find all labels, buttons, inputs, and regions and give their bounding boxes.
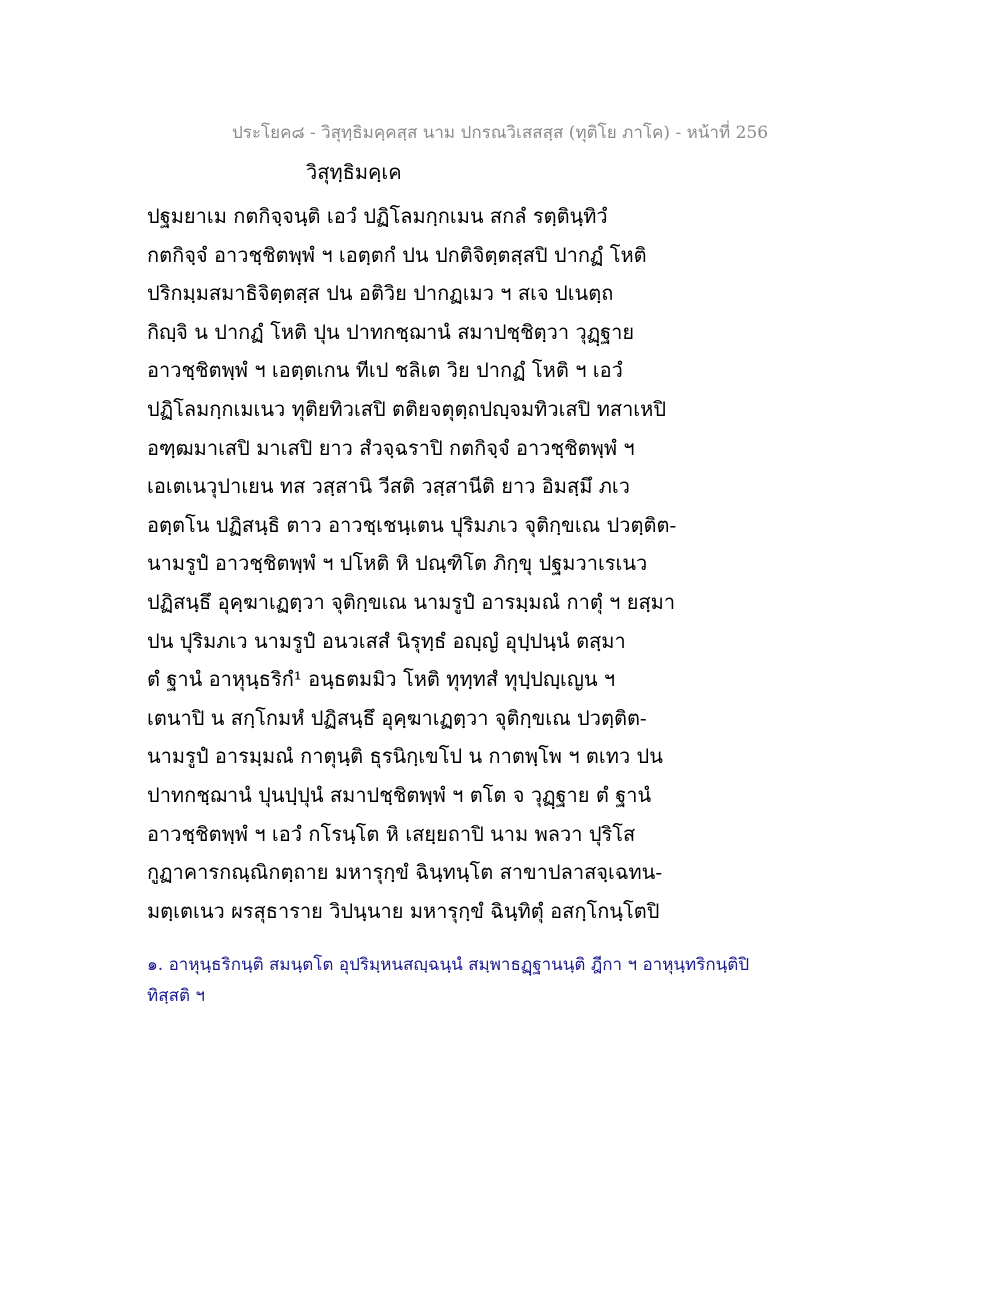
body-line: ตํ ฐานํ อาหุนฺธริกํ¹ อนฺธตมมิว โหติ ทุทฺทสํ ทุปฺปญฺเญน ฯ	[147, 667, 616, 692]
body-line: ปาทกชฺฌานํ ปุนปฺปุนํ สมาปชฺชิตพฺพํ ฯ ตโต จ วุฏฺฐาย ตํ ฐานํ	[147, 782, 652, 807]
body-line: อาวชฺชิตพฺพํ ฯ เอตฺตเกน ทีเป ชลิเต วิย ปากฏํ โหติ ฯ เอวํ	[147, 358, 623, 383]
body-line: เอเตเนวุปาเยน ทส วสฺสานิ วีสติ วสฺสานีติ ยาว อิมสฺมึ ภเว	[147, 474, 630, 499]
body-line: ปฏิโลมกฺกเมเนว ทุติยทิวเสปิ ตติยจตุตฺถปญฺจมทิวเสปิ ทสาเหปิ	[147, 396, 667, 421]
body-line: กิญฺจิ น ปากฏํ โหติ ปุน ปาทกชฺฌานํ สมาปชฺชิตฺวา วุฏฺฐาย	[147, 319, 635, 344]
footnote-line: ทิสฺสติ ฯ	[147, 986, 205, 1006]
body-line: ปฏิสนฺธึ อุคฺฆาเฏตฺวา จุติกฺขเณ นามรูปํ อารมฺมณํ กาตุํ ฯ ยสฺมา	[147, 589, 676, 614]
body-line: เตนาปิ น สกฺโกมหํ ปฏิสนฺธึ อุคฺฆาเฏตฺวา จุติกฺขเณ ปวตฺติต-	[147, 705, 647, 730]
body-line: ปน ปุริมภเว นามรูปํ อนวเสสํ นิรุทฺธํ อญฺญํ อุปฺปนฺนํ ตสฺมา	[147, 628, 626, 653]
running-header: ประโยค๘ - วิสุทฺธิมคฺคสฺส นาม ปกรณวิเสสสฺส (ทุติโย ภาโค) - หน้าที่ 256	[231, 123, 769, 143]
body-text	[147, 197, 867, 930]
body-line: กตกิจฺจํ อาวชฺชิตพฺพํ ฯ เอตฺตกํ ปน ปกติจิตฺตสฺสปิ ปากฏํ โหติ	[147, 242, 647, 267]
body-line: นามรูปํ อารมฺมณํ กาตุนฺติ ธุรนิกฺเขโป น กาตพฺโพ ฯ ตเทว ปน	[147, 744, 663, 769]
body-line: ปริกมฺมสมาธิจิตฺตสฺส ปน อติวิย ปากฏเมว ฯ สเจ ปเนตฺถ	[147, 281, 614, 306]
body-line: อาวชฺชิตพฺพํ ฯ เอวํ กโรนฺโต หิ เสยฺยถาปิ นาม พลวา ปุริโส	[147, 821, 636, 846]
body-line: อฑฺฒมาเสปิ มาเสปิ ยาว สํวจฺฉราปิ กตกิจฺจํ อาวชฺชิตพฺพํ ฯ	[147, 435, 635, 460]
body-line: นามรูปํ อาวชฺชิตพฺพํ ฯ ปโหติ หิ ปณฺฑิโต ภิกฺขุ ปฐมวาเรเนว	[147, 551, 648, 576]
body-line: อตฺตโน ปฏิสนฺธิ ตาว อาวชฺเชนฺเตน ปุริมภเว จุติกฺขเณ ปวตฺติต-	[147, 512, 677, 537]
body-line: มตฺเตเนว ผรสุธาราย วิปนฺนาย มหารุกฺขํ ฉินฺทิตุํ อสกฺโกนฺโตปิ	[147, 898, 660, 923]
body-line: กูฏาคารกณฺณิกตฺถาย มหารุกฺขํ ฉินฺทนฺโต สาขาปลาสจฺเฉทน-	[147, 860, 663, 885]
footnote-line: ๑. อาหุนฺธริกนฺติ สมนฺตโต อุปริมฺหนสญฺฉนฺนํ สมฺพาธฏฺฐานนฺติ ฎีกา ฯ อาหุนฺทริกนฺติปิ	[147, 955, 750, 975]
body-line: ปฐมยาเม กตกิจฺจนฺติ เอวํ ปฏิโลมกฺกเมน สกลํ รตฺตินฺทิวํ	[147, 204, 608, 228]
section-title: วิสุทฺธิมคฺเค	[306, 160, 402, 184]
footnote	[147, 950, 867, 1012]
